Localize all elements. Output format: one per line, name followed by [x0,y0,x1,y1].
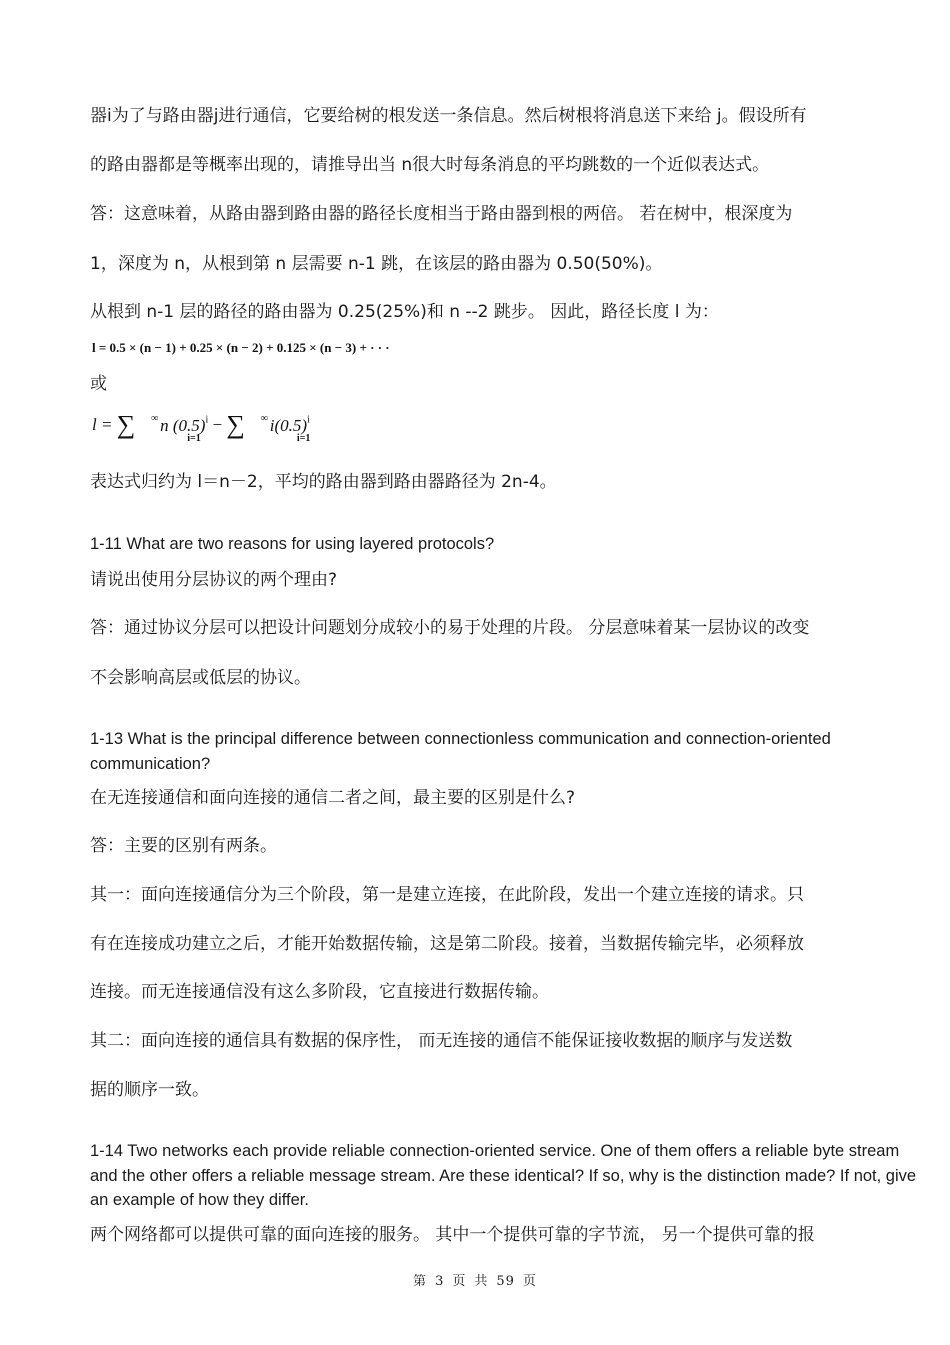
paragraph-line: 器i为了与路由器j进行通信，它要给树的根发送一条信息。然后树根将消息送下来给 j。假设所有 [90,106,807,126]
sum-symbol: ∑ ∞i=1 [226,410,311,445]
paragraph-line: 从根到 n-1 层的路径的路由器为 0.25(25%)和 n --2 跳步。 因此，路径长度 l 为： [90,302,719,322]
answer-line: 答：这意味着，从路由器到路由器的路径长度相当于路由器到根的两倍。 若在树中，根深度为 [90,204,793,224]
answer-line: 其二：面向连接的通信具有数据的保序性， 而无连接的通信不能保证接收数据的顺序与发送数 [90,1031,793,1051]
formula-term: $i(0.5)^i$ [269,414,310,435]
answer-line: 答：主要的区别有两条。 [90,836,277,856]
question-heading: 1-14 Two networks each provide reliable connection-oriented service. One of them offers a reliable byte stream and the other offers a reliable message stream. Are these identical? If so, why is the distinction made? If not, give an example of how they differ. [90,1142,917,1209]
answer-line: 有在连接成功建立之后，才能开始数据传输，这是第二阶段。接着，当数据传输完毕，必须释放 [90,934,804,954]
answer-line: 不会影响高层或低层的协议。 [90,668,311,688]
paragraph-line: 或 [90,374,107,394]
question-translation: 在无连接通信和面向连接的通信二者之间，最主要的区别是什么? [90,788,576,808]
page-footer: 第 3 页 共 59 页 [413,1274,537,1289]
answer-line: 连接。而无连接通信没有这么多阶段，它直接进行数据传输。 [90,982,549,1002]
answer-line: 答：通过协议分层可以把设计问题划分成较小的易于处理的片段。 分层意味着某一层协议的改变 [90,618,810,638]
answer-line: 据的顺序一致。 [90,1080,209,1100]
formula-term: n $(0.5)^i$ [160,414,209,435]
formula-minus: − [212,415,223,434]
question-heading: 1-13 What is the principal difference between connectionless communication and connection-oriented communication? [90,730,831,773]
formula-lhs: l = [92,415,113,434]
paragraph-line: 表达式归约为 l＝n－2，平均的路由器到路由器路径为 2n-4。 [90,472,557,492]
paragraph-line: 1，深度为 n，从根到第 n 层需要 n-1 跳，在该层的路由器为 0.50(50%)。 [90,254,663,274]
question-heading: 1-11 What are two reasons for using layered protocols? [90,535,495,553]
answer-line: 其一：面向连接通信分为三个阶段，第一是建立连接，在此阶段，发出一个建立连接的请求。只 [90,885,804,905]
question-translation: 请说出使用分层协议的两个理由? [90,570,338,590]
page-number: 3 [435,1274,445,1289]
total-pages: 59 [496,1274,515,1289]
summation-formula [92,412,310,456]
sum-symbol: ∑ ∞i=1 [116,410,201,445]
path-length-formula: l = 0.5 × (n − 1) + 0.25 × (n − 2) + 0.125 × (n − 3) + · · · [92,340,390,355]
paragraph-line: 的路由器都是等概率出现的，请推导出当 n很大时每条消息的平均跳数的一个近似表达式。 [90,155,770,175]
question-translation: 两个网络都可以提供可靠的面向连接的服务。 其中一个提供可靠的字节流， 另一个提供可靠的报 [90,1225,815,1245]
